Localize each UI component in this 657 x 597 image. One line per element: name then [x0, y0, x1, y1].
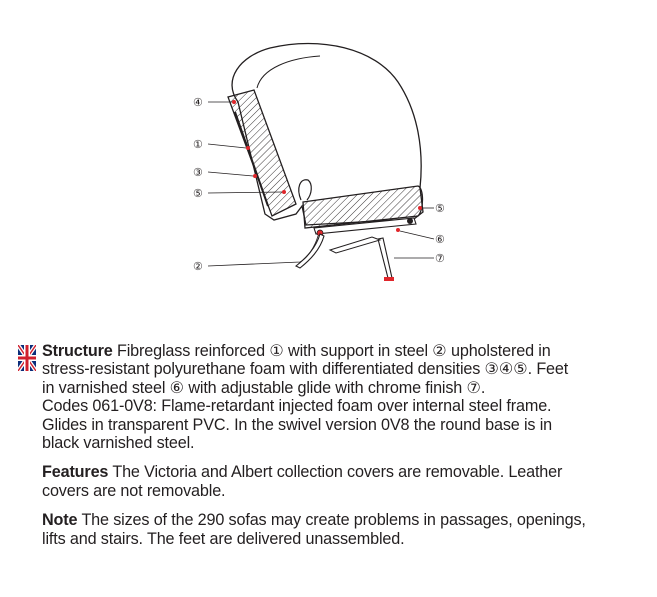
leg-bar [330, 237, 380, 253]
note-line-1: The sizes of the 290 sofas may create problems in passages, openings, [81, 511, 586, 530]
callout-3-label: ③ [193, 167, 203, 179]
features-heading: Features [42, 463, 109, 482]
shell-inner-line [257, 56, 320, 88]
rear-leg [378, 238, 392, 278]
features-paragraph [42, 463, 642, 500]
structure-heading: Structure [42, 342, 113, 360]
callout-1-label: ① [193, 139, 203, 151]
features-line-1: The Victoria and Albert collection covers are removable. Leather [112, 463, 563, 482]
structure-paragraph [42, 342, 642, 452]
uk-flag-icon [18, 345, 36, 371]
structure-line-5: Glides in transparent PVC. In the swivel version 0V8 the round base is in [42, 415, 553, 434]
glide [384, 277, 394, 281]
callout-7 [394, 253, 445, 265]
note-heading: Note [42, 511, 78, 530]
structure-line-2: stress-resistant polyurethane foam with differentiated densities ③④⑤. Feet [42, 360, 569, 379]
back-cushion [228, 90, 296, 216]
callout-5-back-label: ⑤ [193, 188, 203, 200]
callout-5-seat-label: ⑤ [435, 203, 445, 215]
note-line-2: lifts and stairs. The feet are delivered unassembled. [42, 529, 405, 548]
note-paragraph [42, 511, 642, 548]
front-leg [296, 234, 324, 268]
callout-4-label: ④ [193, 97, 203, 109]
callout-6-label: ⑥ [435, 234, 445, 246]
seat-bolt-right [407, 218, 413, 224]
callout-7-label: ⑦ [435, 253, 445, 265]
features-line-2: covers are not removable. [42, 481, 226, 500]
callout-6 [396, 228, 445, 246]
description-text [42, 342, 642, 559]
structure-line-6: black varnished steel. [42, 434, 195, 453]
callout-3 [193, 167, 257, 179]
callout-2-label: ② [193, 261, 203, 273]
armrest-hook [299, 180, 311, 200]
structure-line-4: Codes 061-0V8: Flame-retardant injected foam over internal steel frame. [42, 397, 552, 416]
structure-line-3: in varnished steel ⑥ with adjustable glide with chrome finish ⑦. [42, 378, 486, 397]
callout-1 [193, 139, 250, 151]
structure-line-1: Fibreglass reinforced ① with support in steel ② upholstered in [116, 342, 551, 360]
